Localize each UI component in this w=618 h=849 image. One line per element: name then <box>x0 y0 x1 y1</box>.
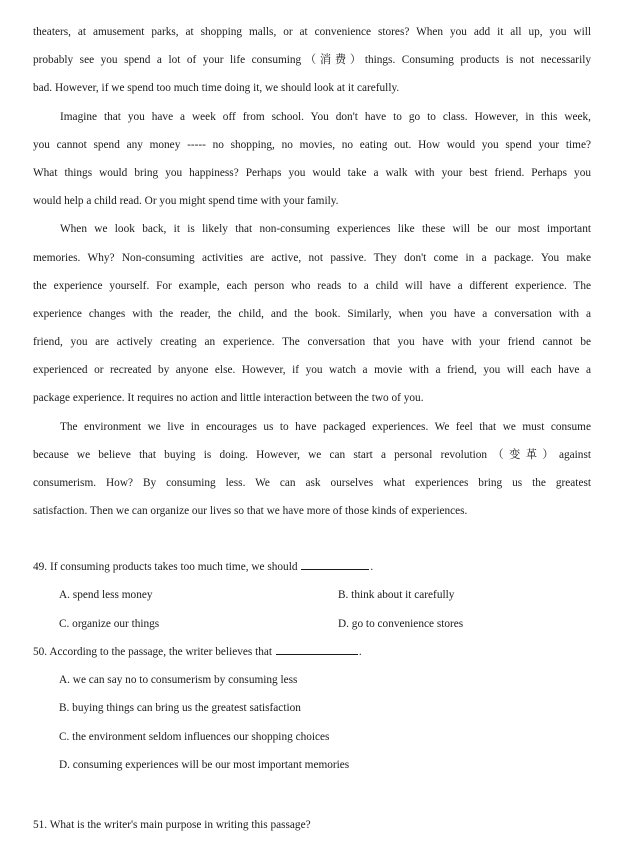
question-end: . <box>370 561 374 573</box>
passage-line: What things would bring you happiness? Perhaps you would take a walk with your best friend. Perhaps you <box>33 166 591 179</box>
option-row <box>33 581 591 609</box>
passage-line: satisfaction. Then we can organize our lives so that we have more of those kinds of experiences. <box>33 505 468 518</box>
passage-line: the experience yourself. For example, each person who reads to a child will have a different experience. The <box>33 279 591 292</box>
question-end: . <box>358 645 362 658</box>
passage-line: consumerism. How? By consuming less. We can ask ourselves what experiences bring us the greatest <box>33 477 591 489</box>
passage-line: friend, you are actively creating an experience. The conversation that you have with your friend cannot be <box>33 336 591 349</box>
option-b[interactable]: B. think about it carefully <box>338 589 455 602</box>
passage-line: experience changes with the reader, the child, and the book. Similarly, when you have a conversation with a <box>33 307 591 320</box>
passage-line: The environment we live in encourages us to have packaged experiences. We feel that we must consume <box>60 420 591 433</box>
question-49 <box>33 553 591 581</box>
answer-blank[interactable] <box>276 644 358 655</box>
passage-line: would help a child read. Or you might spend time with your family. <box>33 195 339 208</box>
passage-line: memories. Why? Non-consuming activities are active, not passive. They don't come in a package. You make <box>33 251 591 264</box>
option-d[interactable]: D. go to convenience stores <box>338 617 464 630</box>
option-row <box>33 694 591 722</box>
passage-line: package experience. It requires no action and little interaction between the two of you. <box>33 392 424 405</box>
option-a[interactable]: A. we can say no to consumerism by consuming less <box>59 674 298 687</box>
question-51: 51. What is the writer's main purpose in writing this passage? <box>33 819 311 831</box>
option-row <box>33 751 591 779</box>
passage-line: When we look back, it is likely that non-consuming experiences like these will be our most important <box>60 223 591 236</box>
reading-passage <box>33 18 591 525</box>
option-row <box>33 610 591 638</box>
question-stem: 50. According to the passage, the writer believes that <box>33 645 273 658</box>
passage-line: bad. However, if we spend too much time doing it, we should look at it carefully. <box>33 82 400 95</box>
option-d[interactable]: D. consuming experiences will be our most important memories <box>59 759 350 772</box>
passage-line: Imagine that you have a week off from school. You don't have to go to class. However, in this week, <box>60 110 591 123</box>
question-stem: 49. If consuming products takes too much time, we should <box>33 561 298 573</box>
option-c[interactable]: C. organize our things <box>59 617 160 630</box>
passage-line: you cannot spend any money ----- no shopping, no movies, no eating out. How would you spend your time? <box>33 138 591 151</box>
option-c[interactable]: C. the environment seldom influences our shopping choices <box>59 730 330 743</box>
passage-line: theaters, at amusement parks, at shopping malls, or at convenience stores? When you add it all up, you will <box>33 26 591 38</box>
option-row <box>33 723 591 751</box>
answer-blank[interactable] <box>301 559 369 570</box>
option-b[interactable]: B. buying things can bring us the greatest satisfaction <box>59 702 301 715</box>
passage-line: probably see you spend a lot of your life consuming（消费）things. Consuming products is not necessarily <box>33 54 591 67</box>
question-list <box>33 553 591 779</box>
question-50 <box>33 638 591 666</box>
option-row <box>33 666 591 694</box>
passage-line: experienced or recreated by anyone else. However, if you watch a movie with a friend, you will each have a <box>33 364 591 377</box>
option-a[interactable]: A. spend less money <box>59 589 153 602</box>
passage-line: because we believe that buying is doing. However, we can start a personal revolution（变革）against <box>33 448 591 461</box>
